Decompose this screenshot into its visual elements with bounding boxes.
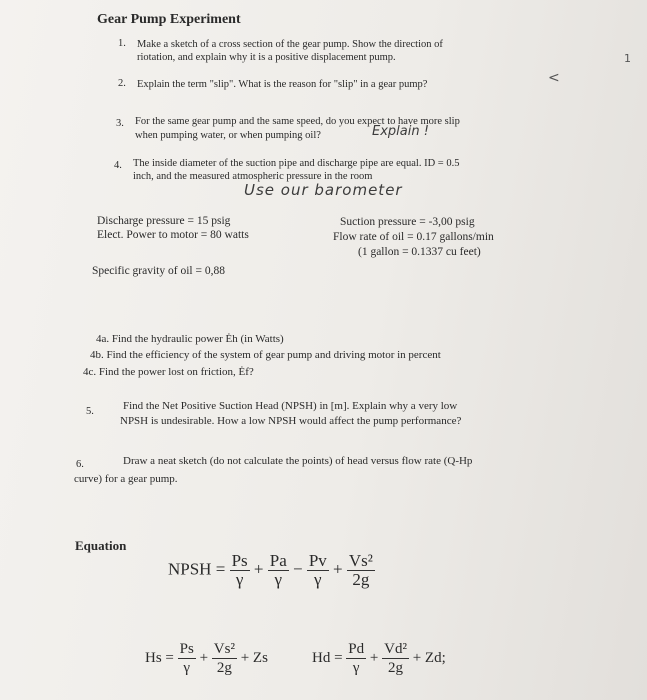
question-5-number: 5. [86, 406, 94, 417]
question-2-number: 2. [118, 78, 126, 89]
npsh-lhs: NPSH = [168, 559, 226, 579]
question-4c: 4c. Find the power lost on friction, Ėf? [83, 366, 254, 378]
hd-op: + [369, 649, 379, 666]
hd-equation [312, 640, 446, 677]
oil-flow-rate: Flow rate of oil = 0.17 gallons/min [333, 231, 494, 243]
question-6-line-1: Draw a neat sketch (do not calculate the points) of head versus flow rate (Q-Hp [123, 455, 473, 467]
npsh-term-pv: $\frac{Pv}{\gamma}$ [308, 551, 327, 589]
equation-heading: Equation [75, 538, 127, 553]
question-6-line-2: curve) for a gear pump. [74, 473, 178, 485]
hd-term-vd: $\frac{\text{Vd²}}{2g}$ [384, 641, 407, 676]
question-4-line-1: The inside diameter of the suction pipe and discharge pipe are equal. ID = 0.5 [133, 158, 460, 169]
margin-mark-angle: < [548, 70, 560, 86]
question-4b: 4b. Find the efficiency of the system of gear pump and driving motor in percent [90, 349, 441, 361]
question-3-number: 3. [116, 118, 124, 129]
hs-lhs: Hs = [145, 649, 174, 666]
hs-equation [145, 640, 268, 677]
question-4a: 4a. Find the hydraulic power Ėh (in Watts) [96, 333, 284, 345]
page-title: Gear Pump Experiment [97, 12, 241, 27]
hs-term-vs: $\frac{\text{Vs²}}{2g}$ [213, 641, 235, 676]
npsh-op-2: − [292, 559, 303, 579]
question-3-line-1: For the same gear pump and the same speed, do you expect to have more slip [135, 116, 460, 127]
hd-tail: + Zd; [412, 649, 446, 666]
question-4-line-2: inch, and the measured atmospheric pressure in the room [133, 171, 373, 182]
npsh-term-vs: $\frac{\text{Vs²}}{2g}$ [348, 551, 373, 589]
question-3-line-2: when pumping water, or when pumping oil? [135, 130, 321, 141]
hd-term-pd: $\frac{Pd}{\gamma}$ [348, 641, 365, 676]
discharge-pressure: Discharge pressure = 15 psig [97, 215, 231, 227]
handwritten-explain-note: Explain ! [372, 124, 429, 139]
npsh-term-ps: $\frac{Ps}{\gamma}$ [231, 551, 248, 589]
question-5-line-2: NPSH is undesirable. How a low NPSH would affect the pump performance? [120, 415, 462, 427]
question-5-line-1: Find the Net Positive Suction Head (NPSH) in [m]. Explain why a very low [123, 400, 458, 412]
specific-gravity: Specific gravity of oil = 0,88 [92, 265, 225, 277]
suction-pressure: Suction pressure = -3,00 psig [340, 216, 475, 228]
gallon-conversion: (1 gallon = 0.1337 cu feet) [358, 246, 481, 258]
question-1-line-1: Make a sketch of a cross section of the gear pump. Show the direction of [137, 39, 443, 50]
hs-term-ps: $\frac{Ps}{\gamma}$ [179, 641, 194, 676]
margin-mark-one: 1 [624, 52, 631, 65]
question-4-number: 4. [114, 160, 122, 171]
question-1-number: 1. [118, 38, 126, 49]
hd-lhs: Hd = [312, 649, 343, 666]
handwritten-barometer-note: Use our barometer [244, 181, 403, 199]
hs-tail: + Zs [240, 649, 268, 666]
question-6-number: 6. [76, 459, 84, 470]
motor-power: Elect. Power to motor = 80 watts [97, 229, 249, 241]
question-1-line-2: riotation, and explain why it is a positive displacement pump. [137, 52, 396, 63]
npsh-term-pa: $\frac{Pa}{\gamma}$ [269, 551, 287, 589]
npsh-equation [168, 552, 375, 589]
hs-op: + [199, 649, 209, 666]
question-2-line-1: Explain the term "slip". What is the reason for "slip" in a gear pump? [137, 79, 428, 90]
npsh-op-3: + [333, 559, 343, 579]
npsh-op-1: + [253, 559, 264, 579]
